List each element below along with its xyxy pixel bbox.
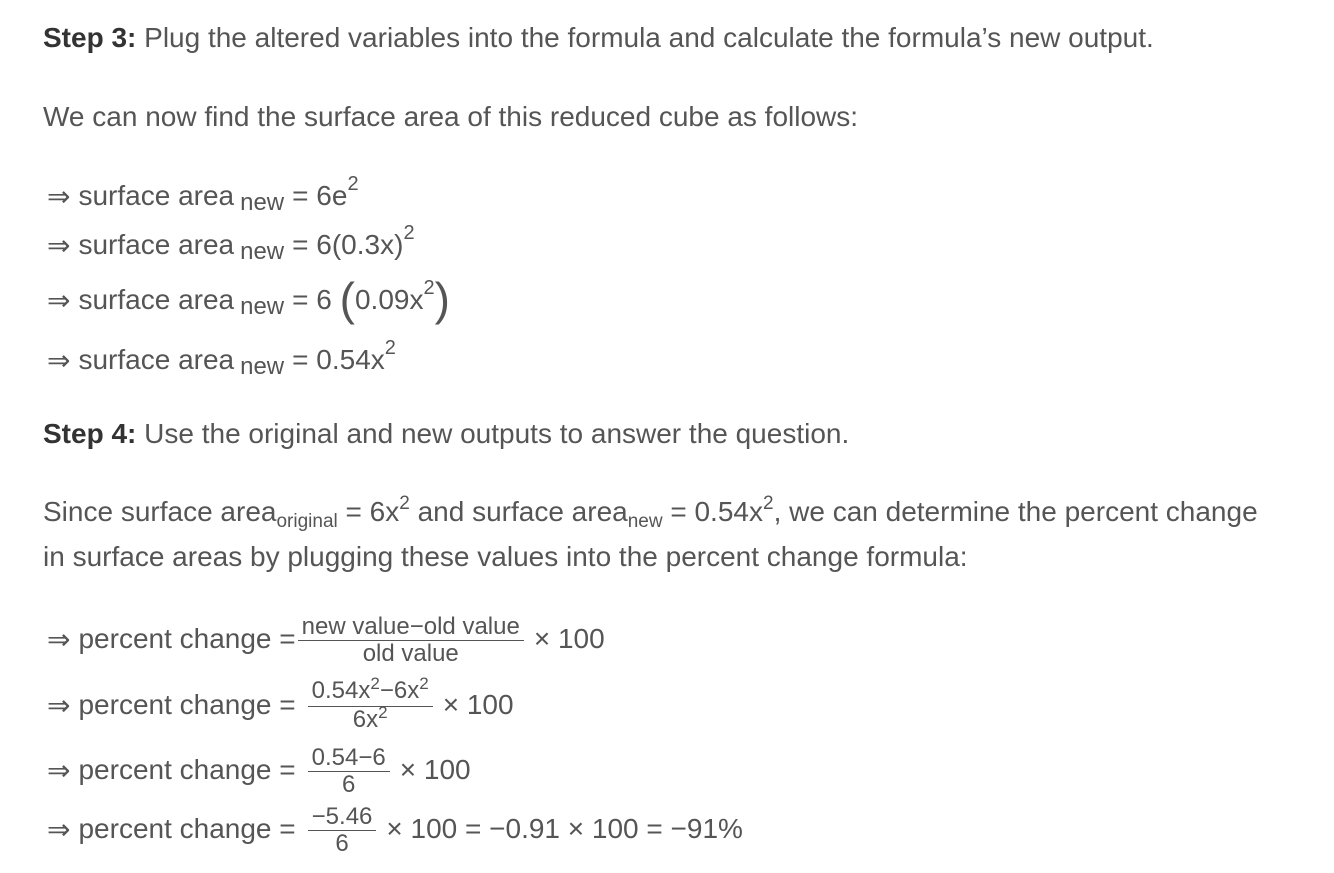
num-term-a: 0.54x xyxy=(311,676,371,704)
times-100: × 100 xyxy=(442,689,514,720)
times-100: × 100 xyxy=(533,623,605,654)
equals-sign: = xyxy=(279,813,296,844)
intro-paragraph: We can now find the surface area of this reduced cube as follows: xyxy=(43,101,859,132)
implies-arrow: ⇒ xyxy=(47,754,71,786)
surface-expr: 0.54x xyxy=(316,344,385,375)
surface-label: surface area xyxy=(78,229,235,260)
step3-paragraph xyxy=(43,16,1154,60)
percent-eq-1 xyxy=(47,612,605,667)
numerator: −5.46 xyxy=(308,804,377,831)
equals-sign: = xyxy=(279,689,296,720)
surface-expr: 0.09x xyxy=(354,284,424,315)
den-term: 6x xyxy=(352,705,379,733)
final-result: × 100 = −0.91 × 100 = −91% xyxy=(386,813,743,844)
since-text-a: Since surface area xyxy=(43,496,277,527)
step3-label: Step 3: xyxy=(43,22,137,53)
close-paren: ) xyxy=(434,273,450,325)
step3-text: Plug the altered variables into the formula and calculate the formula’s new output. xyxy=(136,22,1154,53)
fraction xyxy=(308,804,377,857)
denominator: old value xyxy=(362,639,459,667)
subscript-new: new xyxy=(627,511,663,532)
subscript-new: new xyxy=(240,238,285,265)
surface-eq-1 xyxy=(47,171,359,221)
since-text-e: , we can determine the percent change xyxy=(773,496,1258,527)
exponent: 2 xyxy=(399,493,410,514)
exponent: 2 xyxy=(384,336,396,359)
subscript-new: new xyxy=(240,189,285,216)
percent-eq-3 xyxy=(47,743,471,798)
subscript-new: new xyxy=(240,293,285,320)
implies-arrow: ⇒ xyxy=(47,813,71,845)
since-line-1 xyxy=(43,490,1258,534)
surface-expr: 6(0.3x) xyxy=(316,229,404,260)
equals-sign: = xyxy=(292,180,309,211)
step4-label: Step 4: xyxy=(43,418,137,449)
subscript-original: original xyxy=(276,511,338,532)
surface-label: surface area xyxy=(78,284,235,315)
surface-coef: 6 xyxy=(316,284,332,315)
fraction xyxy=(308,745,390,798)
surface-eq-4 xyxy=(47,335,396,385)
denominator: 6 xyxy=(335,829,349,857)
equals-sign: = xyxy=(292,344,309,375)
equals-sign: = xyxy=(279,623,296,654)
exponent: 2 xyxy=(378,702,388,722)
implies-arrow: ⇒ xyxy=(47,284,71,316)
exponent: 2 xyxy=(403,221,415,244)
implies-arrow: ⇒ xyxy=(47,623,71,655)
implies-arrow: ⇒ xyxy=(47,689,71,721)
fraction xyxy=(308,673,433,735)
equals-sign: = xyxy=(279,754,296,785)
implies-arrow: ⇒ xyxy=(47,229,71,261)
surface-label: surface area xyxy=(78,180,235,211)
percent-eq-2 xyxy=(47,673,514,733)
equals-sign: = xyxy=(292,284,309,315)
exponent: 2 xyxy=(347,172,359,195)
fraction xyxy=(298,614,524,667)
step4-paragraph xyxy=(43,412,849,456)
implies-arrow: ⇒ xyxy=(47,344,71,376)
since-text-b: = 6x xyxy=(337,496,400,527)
exponent: 2 xyxy=(419,673,429,693)
numerator: 0.54−6 xyxy=(308,745,390,772)
numerator: new value−old value xyxy=(298,614,524,641)
percent-eq-4 xyxy=(47,802,743,857)
exponent: 2 xyxy=(423,276,435,299)
percent-label: percent change xyxy=(78,689,272,720)
surface-eq-3 xyxy=(47,275,450,325)
exponent: 2 xyxy=(370,673,380,693)
percent-label: percent change xyxy=(78,623,272,654)
denominator: 6 xyxy=(342,770,356,798)
subscript-new: new xyxy=(240,353,285,380)
exponent: 2 xyxy=(762,493,774,514)
percent-label: percent change xyxy=(78,813,272,844)
surface-expr: 6e xyxy=(316,180,348,211)
equals-sign: = xyxy=(292,229,309,260)
num-term-b: −6x xyxy=(379,676,420,704)
implies-arrow: ⇒ xyxy=(47,180,71,212)
since-text-d: = 0.54x xyxy=(662,496,763,527)
since-text-c: and surface area xyxy=(409,496,628,527)
numerator xyxy=(308,673,433,707)
times-100: × 100 xyxy=(399,754,471,785)
open-paren: ( xyxy=(339,273,355,325)
denominator xyxy=(349,702,392,735)
since-line-2: in surface areas by plugging these values into the percent change formula: xyxy=(43,541,968,572)
surface-label: surface area xyxy=(78,344,235,375)
step4-text: Use the original and new outputs to answer the question. xyxy=(136,418,850,449)
surface-eq-2 xyxy=(47,220,415,270)
percent-label: percent change xyxy=(78,754,272,785)
